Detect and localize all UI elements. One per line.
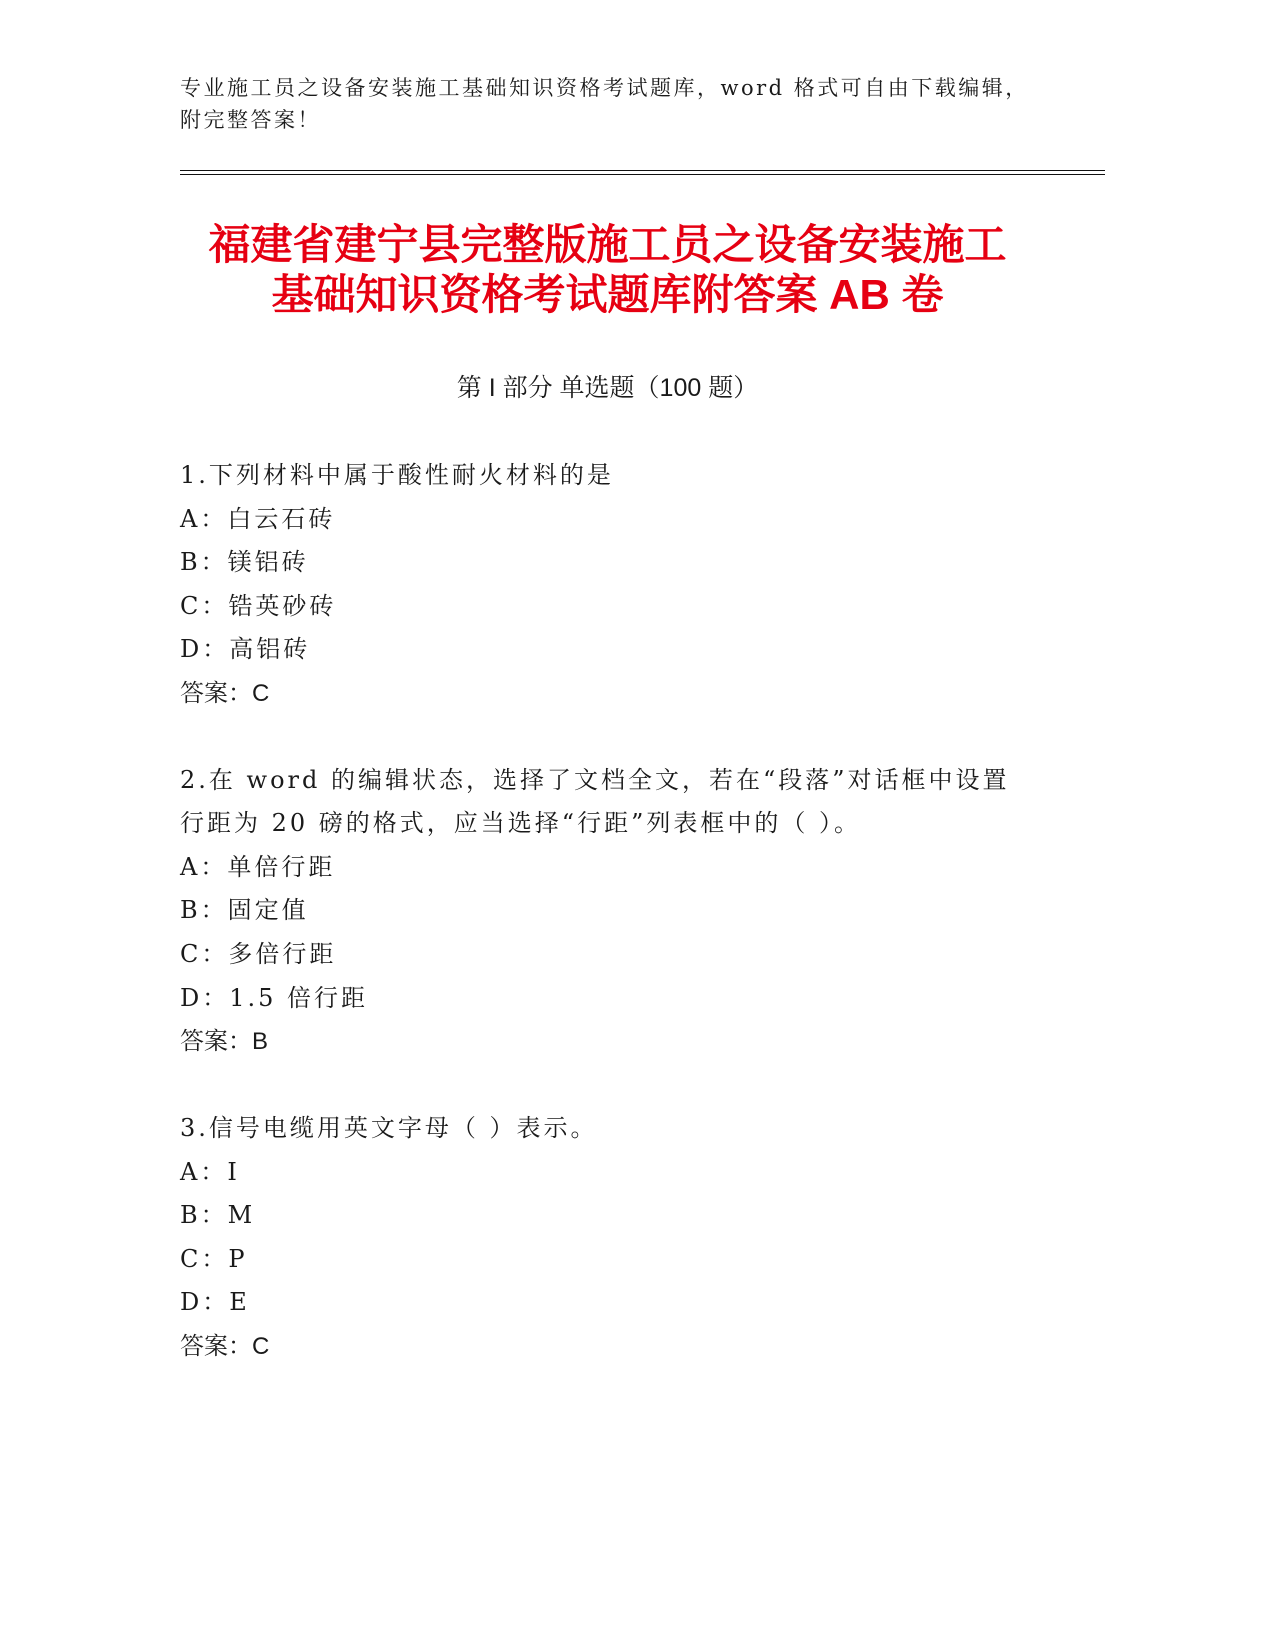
- option-a: A：I: [180, 1157, 240, 1186]
- question-1: [180, 454, 1180, 715]
- option-d: D：高铝砖: [180, 635, 311, 664]
- answer: 答案：C: [180, 679, 270, 707]
- option-c: C：锆英砂砖: [180, 591, 337, 620]
- answer: 答案：C: [180, 1332, 270, 1360]
- answer: 答案：B: [180, 1028, 269, 1056]
- question-3: [180, 1107, 1180, 1368]
- option-d: D：1.5 倍行距: [180, 983, 369, 1012]
- question-text: 3.信号电缆用英文字母（ ）表示。: [180, 1114, 598, 1143]
- section-heading: 第 I 部分 单选题（100 题）: [456, 374, 759, 402]
- option-a: A：白云石砖: [180, 504, 336, 533]
- title-line-1: 福建省建宁县完整版施工员之设备安装施工: [208, 221, 1007, 268]
- header-rule: [180, 170, 1105, 175]
- option-c: C：多倍行距: [180, 940, 337, 969]
- option-b: B：固定值: [180, 896, 309, 925]
- option-a: A：单倍行距: [180, 852, 336, 881]
- option-d: D：E: [180, 1288, 250, 1317]
- option-c: C：P: [180, 1244, 248, 1273]
- title-line-2: 基础知识资格考试题库附答案 AB 卷: [271, 271, 944, 318]
- page-header: [180, 72, 1080, 136]
- header-line-1: 专业施工员之设备安装施工基础知识资格考试题库，word 格式可自由下载编辑，: [180, 76, 1029, 100]
- header-line-2: 附完整答案！: [180, 108, 321, 132]
- question-text: 1.下列材料中属于酸性耐火材料的是: [180, 461, 614, 489]
- document-title: [180, 220, 1035, 320]
- question-list: [180, 454, 1180, 1412]
- question-text-continued: 行距为 20 磅的格式，应当选择“行距”列表框中的（ ）。: [180, 809, 861, 838]
- option-b: B：M: [180, 1201, 256, 1230]
- question-2: [180, 759, 1180, 1064]
- option-b: B：镁铝砖: [180, 548, 309, 577]
- question-text: 2.在 word 的编辑状态，选择了文档全文，若在“段落”对话框中设置: [180, 765, 1010, 794]
